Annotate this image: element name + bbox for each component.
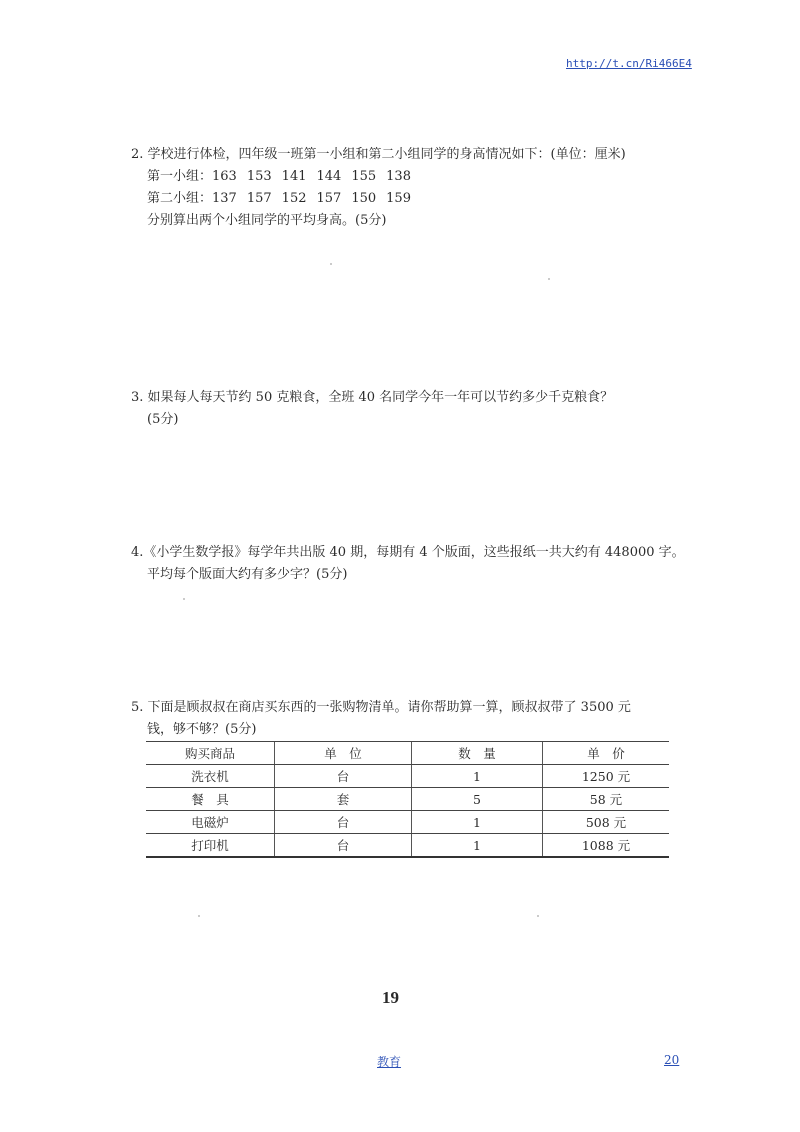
group-2-value: 152 <box>281 191 307 206</box>
table-row <box>146 765 669 788</box>
shopping-list-table <box>146 741 669 858</box>
cell-unit: 台 <box>275 765 412 788</box>
header-unit: 单 位 <box>275 742 412 765</box>
question-3 <box>131 387 613 431</box>
cell-price: 1250 元 <box>543 765 670 788</box>
group-2-value: 137 <box>212 191 237 206</box>
cell-unit: 台 <box>275 811 412 834</box>
page-number: 19 <box>382 988 399 1007</box>
table-row <box>146 811 669 834</box>
scan-speck <box>548 278 550 280</box>
question-2-instruction: 分别算出两个小组同学的平均身高。(5分) <box>147 213 387 228</box>
group-2-heights <box>131 188 626 210</box>
cell-item: 打印机 <box>146 834 275 858</box>
scan-speck <box>330 263 332 265</box>
group-1-value: 163 <box>212 169 237 184</box>
question-4 <box>131 542 685 586</box>
question-3-text: 3. 如果每人每天节约 50 克粮食，全班 40 名同学今年一年可以节约多少千克粮食？ <box>131 390 614 405</box>
group-1-value: 153 <box>246 169 272 184</box>
group-1-value: 144 <box>316 169 342 184</box>
question-3-score: (5分) <box>147 412 179 427</box>
cell-item: 洗衣机 <box>146 765 275 788</box>
cell-quantity: 1 <box>412 765 543 788</box>
table-row <box>146 788 669 811</box>
group-1-heights <box>131 166 626 188</box>
footer-page-link[interactable]: 20 <box>664 1053 680 1067</box>
cell-price: 508 元 <box>543 811 670 834</box>
cell-unit: 台 <box>275 834 412 858</box>
question-4-question: 平均每个版面大约有多少字？(5分) <box>147 567 348 582</box>
group-2-value: 159 <box>386 191 411 206</box>
cell-item: 餐 具 <box>146 788 275 811</box>
header-price: 单 价 <box>543 742 670 765</box>
group-1-value: 138 <box>386 169 411 184</box>
header-url-link[interactable]: http://t.cn/Ri466E4 <box>566 57 692 70</box>
group-2-label: 第二小组： <box>147 191 213 206</box>
cell-quantity: 5 <box>412 788 543 811</box>
group-2-value: 150 <box>351 191 377 206</box>
cell-item: 电磁炉 <box>146 811 275 834</box>
question-2 <box>131 144 626 232</box>
header-item: 购买商品 <box>146 742 275 765</box>
question-5-text: 5. 下面是顾叔叔在商店买东西的一张购物清单。请你帮助算一算，顾叔叔带了 3500 元 <box>131 700 631 715</box>
cell-price: 58 元 <box>543 788 670 811</box>
question-5 <box>131 697 631 741</box>
header-quantity: 数 量 <box>412 742 543 765</box>
table-header-row <box>146 742 669 765</box>
group-2-value: 157 <box>316 191 342 206</box>
table-row <box>146 834 669 858</box>
scan-speck <box>537 915 539 917</box>
cell-price: 1088 元 <box>543 834 670 858</box>
question-4-text: 4.《小学生数学报》每学年共出版 40 期，每期有 4 个版面，这些报纸一共大约有 448000 字。 <box>131 545 685 560</box>
group-1-value: 155 <box>351 169 377 184</box>
cell-quantity: 1 <box>412 834 543 858</box>
group-1-label: 第一小组： <box>147 169 213 184</box>
group-2-value: 157 <box>246 191 272 206</box>
question-5-question: 钱，够不够？(5分) <box>147 722 257 737</box>
footer-link[interactable]: 教育 <box>377 1055 402 1069</box>
cell-unit: 套 <box>275 788 412 811</box>
group-1-value: 141 <box>281 169 307 184</box>
cell-quantity: 1 <box>412 811 543 834</box>
question-2-text: 2. 学校进行体检，四年级一班第一小组和第二小组同学的身高情况如下：(单位：厘米) <box>131 147 626 162</box>
scan-speck <box>198 915 200 917</box>
scan-speck <box>183 598 185 600</box>
